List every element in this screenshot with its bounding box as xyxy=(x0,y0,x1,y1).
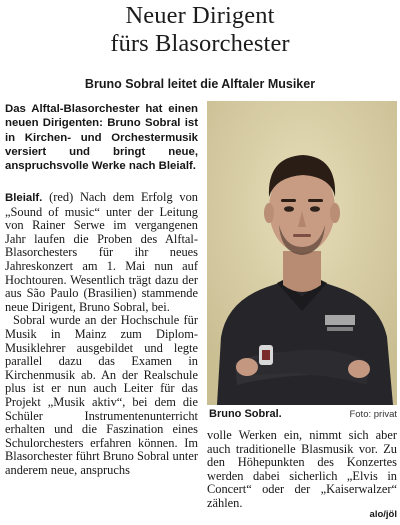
headline xyxy=(0,2,400,58)
body-paragraph-3: volle Werken ein, nimmt sich aber auch traditionelle Blasmusik vor. Zu den Höhepunkten des Konzertes werden dabei sicherlich „Elvis in Concert“ oder der „Kaiserwalzer“ zählen. xyxy=(207,428,397,510)
body-paragraph-1 xyxy=(5,191,198,314)
subheadline: Bruno Sobral leitet die Alftaler Musiker xyxy=(84,77,316,91)
author-initials: alo/jöl xyxy=(369,509,397,520)
lead-paragraph: Das Alftal-Blasorchester hat einen neuen Dirigenten: Bruno Sobral ist in Kirchen- und Orchestermusik versiert und bringt neue, anspruchsvolle Werke nach Bleialf. xyxy=(5,103,198,173)
body-column-left xyxy=(5,191,198,477)
photo-caption: Bruno Sobral. xyxy=(209,408,282,420)
portrait-photo xyxy=(207,101,397,405)
photo-credit: Foto: privat xyxy=(349,409,397,420)
paragraph-1-text: (red) Nach dem Erfolg von „Sound of music“ unter der Leitung von Rainer Serwe im vergangenen Jahr laufen die Proben des Alftal-Blasorchesters für ihr neues Jahreskonzert am 1. Mai nun auf Hochtouren. Wesentlich trägt dazu der aus São Paulo (Brasilien) stammende neue Dirigent, Bruno Sobral, bei. xyxy=(5,190,198,314)
body-column-right xyxy=(207,429,397,511)
photo-caption-row xyxy=(207,408,397,422)
headline-line-1: Neuer Dirigent xyxy=(125,2,275,29)
headline-line-2: fürs Blasorchester xyxy=(110,30,290,57)
body-paragraph-2: Sobral wurde an der Hochschule für Musik in Mainz zum Diplom-Musiklehrer ausgebildet und legte parallel dazu das Examen in Kirchenmusik ab. An der Realschule plus ist er nun auch Leiter für das Projekt „Musik aktiv“, bei dem die Schüler Instrumentenunterricht erhalten und die Faszination eines Schulorchesters erfahren können. Im Blasorchester führt Bruno Sobral unter anderem neue, anspruchs xyxy=(5,313,198,477)
dateline: Bleialf. xyxy=(5,192,43,204)
portrait-illustration xyxy=(207,101,397,405)
